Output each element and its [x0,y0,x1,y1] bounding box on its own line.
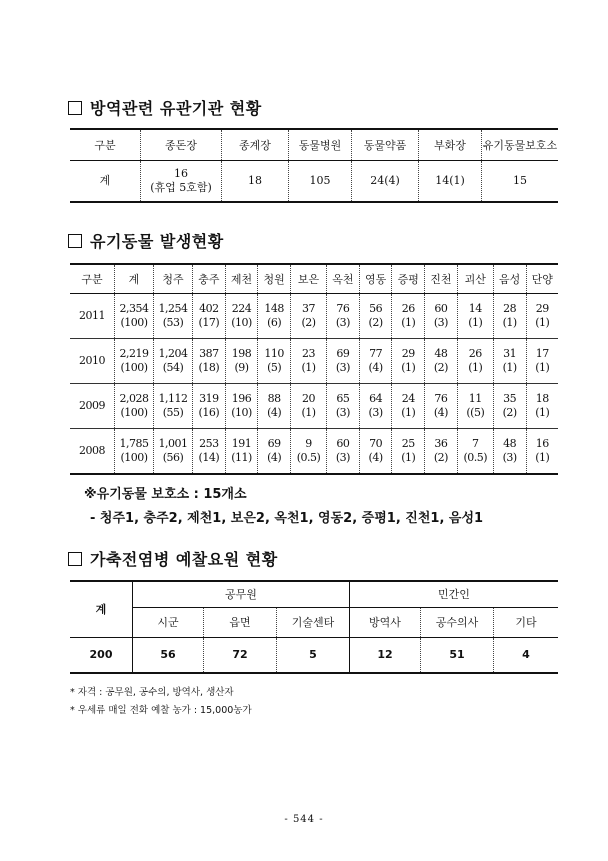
cell-count: 18 [535,392,549,405]
table-cell: 12 [350,637,421,673]
cell-percent: (3) [335,406,350,419]
cell-count: 23 [302,347,316,360]
cell-percent: (16) [198,406,220,419]
cell-percent: (1) [535,451,550,464]
cell-count: 402 [199,302,219,315]
section-title-text: 유기동물 발생현황 [90,232,224,251]
cell-count: 26 [468,347,482,360]
table-cell [154,429,193,475]
page-number: - 544 - [284,814,324,825]
table-cell [493,339,526,384]
table-cell [154,384,193,429]
cell-count: 319 [199,392,219,405]
table-header-cell: 기술센타 [277,607,350,637]
cell-percent: (4) [368,361,383,374]
table-cell: 51 [421,637,494,673]
table-cell: 24(4) [352,161,419,203]
cell-count: 1,001 [158,437,188,450]
table-header-row [70,129,558,161]
table-cell: 4 [494,637,559,673]
table-header-cell: 기타 [494,607,559,637]
cell-count: 1,785 [119,437,149,450]
cell-count: 29 [535,302,549,315]
cell-count: 31 [503,347,517,360]
footnote: * 우세류 매일 전화 예찰 농가 : 15,000농가 [70,705,252,716]
table-cell [115,339,154,384]
cell-percent: (18) [198,361,220,374]
cell-percent: (1) [535,361,550,374]
section-title-facilities [68,96,262,119]
table-cell [359,294,392,339]
table-cell [225,294,258,339]
table-header-cell: 동물약품 [352,129,419,161]
table-cell [141,161,222,203]
table-cell [493,294,526,339]
table-cell [526,384,558,429]
table-cell [493,429,526,475]
cell-percent: (1) [468,316,483,329]
table-cell [225,429,258,475]
section-title-text: 가축전염병 예찰요원 현황 [90,550,278,569]
cell-count: 69 [336,347,350,360]
cell-count: 69 [267,437,281,450]
cell-percent: (1) [535,316,550,329]
table-cell [359,384,392,429]
table-cell [526,339,558,384]
cell-percent: (4) [267,451,282,464]
table-cell [392,339,425,384]
table-header-cell: 진천 [425,264,458,294]
cell-percent: (2) [433,361,448,374]
cell-percent: (0.5) [463,451,488,464]
table-cell [359,429,392,475]
cell-percent: (0.5) [296,451,321,464]
table-header-cell: 음성 [493,264,526,294]
stray-animals-table [70,263,558,475]
table-cell [457,339,493,384]
cell-percent: (1) [401,316,416,329]
facilities-table [70,128,558,203]
table-header-cell: 옥천 [327,264,360,294]
section-title-surveillance [68,547,278,570]
cell-percent: (2) [301,316,316,329]
cell-count: 148 [264,302,284,315]
table-header-cell: 보은 [291,264,327,294]
table-cell-total: 200 [70,637,133,673]
cell-count: 198 [231,347,252,360]
cell-count: 14 [468,302,482,315]
cell-percent: (17) [198,316,220,329]
cell-count: 65 [336,392,350,405]
cell-count: 224 [231,302,252,315]
table-cell: 56 [133,637,204,673]
table-cell [425,384,458,429]
table-cell [291,429,327,475]
cell-count: 7 [472,437,479,450]
cell-count: 76 [434,392,448,405]
table-header-row [70,264,558,294]
cell-value: 16 [174,167,188,180]
table-row [70,339,558,384]
table-row [70,429,558,475]
footnote: * 자격 : 공무원, 공수의, 방역사, 생산자 [70,687,234,698]
row-label: 계 [99,174,111,187]
table-header-cell: 청주 [154,264,193,294]
group-header-government: 공무원 [133,581,350,607]
table-cell: 72 [204,637,277,673]
cell-count: 196 [231,392,252,405]
cell-count: 191 [231,437,252,450]
cell-percent: (3) [335,451,350,464]
table-cell [526,294,558,339]
cell-count: 11 [468,392,482,405]
cell-percent: (4) [368,451,383,464]
stray-animals-table-body [70,294,558,475]
table-cell [193,429,226,475]
table-cell [258,294,291,339]
cell-percent: (100) [120,361,148,374]
cell-count: 1,112 [158,392,188,405]
table-cell [154,339,193,384]
table-header-cell: 종돈장 [141,129,222,161]
cell-percent: (1) [401,451,416,464]
checkbox-square-icon [68,101,82,115]
table-subheader-row [70,607,558,637]
table-cell [115,384,154,429]
cell-percent: (6) [267,316,282,329]
table-cell [225,384,258,429]
cell-note: (휴업 5호함) [150,181,212,194]
table-cell [457,429,493,475]
table-header-row [70,581,558,607]
table-cell [258,429,291,475]
cell-percent: (3) [502,451,517,464]
cell-count: 56 [369,302,383,315]
cell-percent: (14) [198,451,220,464]
surveillance-staff-table [70,580,558,674]
checkbox-square-icon [68,234,82,248]
cell-percent: (1) [401,406,416,419]
cell-percent: (100) [120,316,148,329]
cell-percent: (9) [234,361,249,374]
table-header-cell: 청원 [258,264,291,294]
table-cell [327,384,360,429]
cell-percent: (100) [120,451,148,464]
table-header-cell: 유기동물보호소 [482,129,559,161]
table-cell [327,429,360,475]
table-header-cell: 제천 [225,264,258,294]
table-cell [392,384,425,429]
table-cell [115,429,154,475]
cell-count: 28 [503,302,517,315]
cell-count: 9 [305,437,312,450]
cell-percent: (3) [335,316,350,329]
cell-percent: (4) [433,406,448,419]
cell-count: 25 [401,437,415,450]
table-header-cell: 괴산 [457,264,493,294]
total-header: 계 [70,581,133,637]
table-cell: 5 [277,637,350,673]
cell-percent: (55) [162,406,184,419]
row-year: 2010 [70,339,115,384]
table-cell [526,429,558,475]
table-header-cell: 구분 [70,264,115,294]
table-cell [154,294,193,339]
cell-count: 60 [434,302,448,315]
table-row [70,161,558,203]
cell-percent: (10) [231,406,252,419]
table-cell [457,384,493,429]
cell-count: 20 [302,392,316,405]
table-header-cell: 공수의사 [421,607,494,637]
cell-percent: (3) [335,361,350,374]
cell-count: 29 [401,347,415,360]
cell-percent: (53) [162,316,184,329]
table-row [70,294,558,339]
table-cell [392,294,425,339]
cell-count: 2,354 [119,302,149,315]
cell-count: 110 [264,347,284,360]
cell-percent: (1) [535,406,550,419]
table-cell [493,384,526,429]
table-cell [193,339,226,384]
cell-percent: (1) [502,316,517,329]
table-header-cell: 읍면 [204,607,277,637]
checkbox-square-icon [68,552,82,566]
table-header-cell: 방역사 [350,607,421,637]
table-cell [258,339,291,384]
table-cell [327,339,360,384]
cell-percent: (1) [502,361,517,374]
table-row [70,384,558,429]
cell-percent: (4) [267,406,282,419]
table-cell: 105 [289,161,352,203]
table-cell [193,384,226,429]
cell-count: 2,219 [119,347,149,360]
cell-count: 17 [535,347,549,360]
row-year: 2008 [70,429,115,475]
cell-percent: (2) [502,406,517,419]
table-cell [457,294,493,339]
table-cell [327,294,360,339]
shelter-note-line2: - 청주1, 충주2, 제천1, 보은2, 옥천1, 영동2, 증평1, 진천1, 음성1 [90,511,484,526]
cell-percent: (5) [267,361,282,374]
cell-count: 1,204 [158,347,188,360]
shelter-note-line1: ※유기동물 보호소 : 15개소 [84,487,247,502]
cell-count: 37 [302,302,316,315]
table-header-cell: 종계장 [222,129,289,161]
table-cell [193,294,226,339]
cell-percent: (10) [231,316,252,329]
cell-count: 2,028 [119,392,149,405]
table-cell [359,339,392,384]
table-header-cell: 충주 [193,264,226,294]
table-row [70,637,558,673]
table-header-cell: 동물병원 [289,129,352,161]
cell-percent: (1) [301,361,316,374]
table-cell: 15 [482,161,559,203]
cell-percent: (1) [468,361,483,374]
cell-percent: (2) [433,451,448,464]
cell-percent: (11) [231,451,252,464]
table-cell [392,429,425,475]
cell-count: 70 [369,437,383,450]
table-header-cell: 증평 [392,264,425,294]
cell-percent: (3) [433,316,448,329]
table-cell: 14(1) [419,161,482,203]
table-cell [225,339,258,384]
cell-percent: (1) [401,361,416,374]
table-header-cell: 단양 [526,264,558,294]
table-cell: 18 [222,161,289,203]
cell-count: 77 [369,347,383,360]
cell-percent: ((5) [466,406,485,419]
section-title-stray-animals [68,229,224,252]
cell-count: 60 [336,437,350,450]
cell-percent: (1) [301,406,316,419]
table-header-cell: 구분 [70,129,141,161]
table-header-cell: 부화장 [419,129,482,161]
cell-count: 26 [401,302,415,315]
cell-count: 24 [401,392,415,405]
cell-count: 16 [535,437,549,450]
cell-count: 1,254 [158,302,188,315]
section-title-text: 방역관련 유관기관 현황 [90,99,262,118]
table-cell [291,384,327,429]
cell-percent: (2) [368,316,383,329]
table-cell [291,294,327,339]
table-cell [425,294,458,339]
cell-count: 64 [369,392,383,405]
table-cell [115,294,154,339]
row-year: 2009 [70,384,115,429]
cell-percent: (100) [120,406,148,419]
cell-percent: (54) [162,361,184,374]
cell-percent: (3) [368,406,383,419]
group-header-private: 민간인 [350,581,559,607]
cell-count: 48 [434,347,448,360]
table-header-cell: 계 [115,264,154,294]
table-cell [258,384,291,429]
cell-count: 48 [503,437,517,450]
shelter-note [84,483,483,531]
table-cell [425,429,458,475]
table-cell [291,339,327,384]
row-year: 2011 [79,309,105,322]
cell-count: 387 [199,347,219,360]
table-header-cell: 영동 [359,264,392,294]
cell-count: 76 [336,302,350,315]
cell-count: 36 [434,437,448,450]
table-header-cell: 시군 [133,607,204,637]
cell-count: 35 [503,392,517,405]
cell-count: 88 [267,392,281,405]
cell-count: 253 [199,437,219,450]
cell-percent: (56) [162,451,184,464]
table-cell [425,339,458,384]
